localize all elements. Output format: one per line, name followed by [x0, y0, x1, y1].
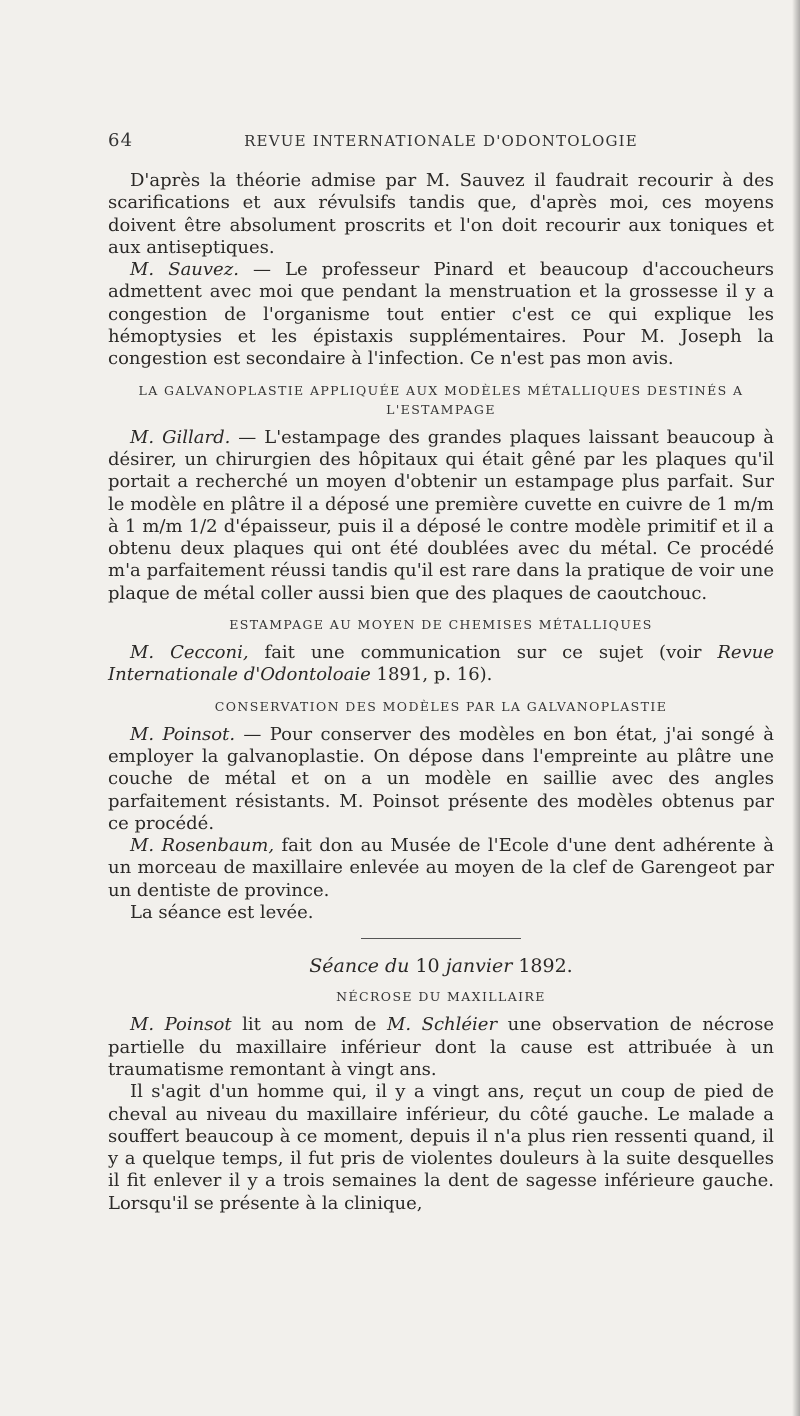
- session-month: janvier: [445, 955, 513, 978]
- page-edge-shadow: [792, 0, 800, 1416]
- journal-title: REVUE INTERNATIONALE D'ODONTOLOGIE: [244, 132, 638, 150]
- paragraph-text: La séance est levée.: [130, 902, 314, 924]
- speaker-name: M. Rosenbaum,: [130, 835, 275, 857]
- section-heading: CONSERVATION DES MODÈLES PAR LA GALVANOPLASTIE: [214, 698, 668, 714]
- journal-citation: Revue Internationale d'Odontoloaie: [108, 642, 774, 686]
- paragraph: [108, 1081, 774, 1215]
- section-heading-line: L'ESTAMPAGE: [386, 401, 496, 417]
- speaker-name: M. Poinsot.: [130, 723, 236, 745]
- paragraph: [108, 427, 774, 605]
- paragraph-text: — Le professeur Pinard et beaucoup d'accoucheurs admettent avec moi que pendant la menstruation et la grossesse il y a congestion de l'organisme tout entier c'est ce qui explique les hémoptysies et les épistaxis supplémentaires. Pour M. Joseph la congestion est secondaire à l'infection. Ce n'est pas mon avis.: [108, 259, 774, 370]
- speaker-name: M. Sauvez.: [130, 259, 239, 281]
- page-number: 64: [108, 130, 134, 151]
- section-heading-line: LA GALVANOPLASTIE APPLIQUÉE AUX MODÈLES MÉTALLIQUES DESTINÉS A: [138, 382, 744, 398]
- page-body: [108, 130, 774, 1215]
- paragraph: [108, 1014, 774, 1081]
- session-year: 1892.: [512, 955, 573, 978]
- paragraph-text: — L'estampage des grandes plaques laissant beaucoup à désirer, un chirurgien des hôpitaux qui était gêné par les plaques qu'il portait a recherché un moyen d'obtenir un estampage plus parfait. Sur le modèle en plâtre il a déposé une première cuvette en cuivre de 1 m/m à 1 m/m 1/2 d'épaisseur, puis il a déposé le contre modèle primitif et il a obtenu deux plaques qui ont été doublées avec du métal. Ce procédé m'a parfaitement réussi tandis qu'il est rare dans la pratique de voir une plaque de métal coller aussi bien que des plaques de caoutchouc.: [108, 426, 775, 604]
- paragraph-text: une observation de nécrose partielle du maxillaire inférieur dont la cause est attribuée à un traumatisme remontant à vingt ans.: [108, 1014, 774, 1080]
- paragraph-text: Il s'agit d'un homme qui, il y a vingt ans, reçut un coup de pied de cheval au niveau du maxillaire inférieur, du côté gauche. Le malade a souffert beaucoup à ce moment, depuis il n'a plus rien ressenti quand, il y a quelque temps, il fut pris de violentes douleurs à la suite desquelles il fit enlever il y a trois semaines la dent de sagesse inférieure gauche. Lorsqu'il se présente à la clinique,: [108, 1081, 774, 1214]
- paragraph-text: D'après la théorie admise par M. Sauvez il faudrait recourir à des scarifications et aux révulsifs tandis que, d'après moi, ces moyens doivent être absolument proscrits et l'on doit recourir aux toniques et aux antiseptiques.: [108, 170, 774, 258]
- divider-rule: [361, 938, 521, 939]
- author-name: M. Schléier: [386, 1014, 498, 1036]
- paragraph: [108, 902, 774, 924]
- paragraph: [108, 170, 774, 259]
- paragraph: [108, 724, 774, 835]
- speaker-name: M. Cecconi,: [130, 642, 249, 664]
- speaker-name: M. Poinsot: [130, 1014, 232, 1036]
- paragraph-text: lit au nom de: [231, 1014, 387, 1036]
- paragraph-text: 1891, p. 16).: [370, 664, 493, 686]
- paragraph: [108, 259, 774, 370]
- session-day: 10: [409, 955, 446, 978]
- session-title: [108, 955, 774, 977]
- paragraph: [108, 835, 774, 902]
- section-heading: NÉCROSE DU MAXILLAIRE: [336, 989, 546, 1005]
- section-heading: [108, 381, 774, 419]
- speaker-name: M. Gillard.: [130, 426, 231, 448]
- paragraph-text: — Pour conserver des modèles en bon état, j'ai songé à employer la galvanoplastie. On dépose dans l'empreinte au plâtre une couche de métal et on a un modèle en saillie avec des angles parfaitement résistants. M. Poinsot présente des modèles obtenus par ce procédé.: [108, 723, 774, 834]
- paragraph: [108, 642, 774, 687]
- paragraph-text: fait don au Musée de l'Ecole d'une dent adhérente à un morceau de maxillaire enlevée au moyen de la clef de Garengeot par un dentiste de province.: [108, 835, 774, 901]
- section-heading: ESTAMPAGE AU MOYEN DE CHEMISES MÉTALLIQUES: [229, 617, 653, 633]
- paragraph-text: fait une communication sur ce sujet (voir: [248, 642, 718, 664]
- running-head: [108, 130, 774, 170]
- session-title-text: Séance du: [309, 955, 410, 978]
